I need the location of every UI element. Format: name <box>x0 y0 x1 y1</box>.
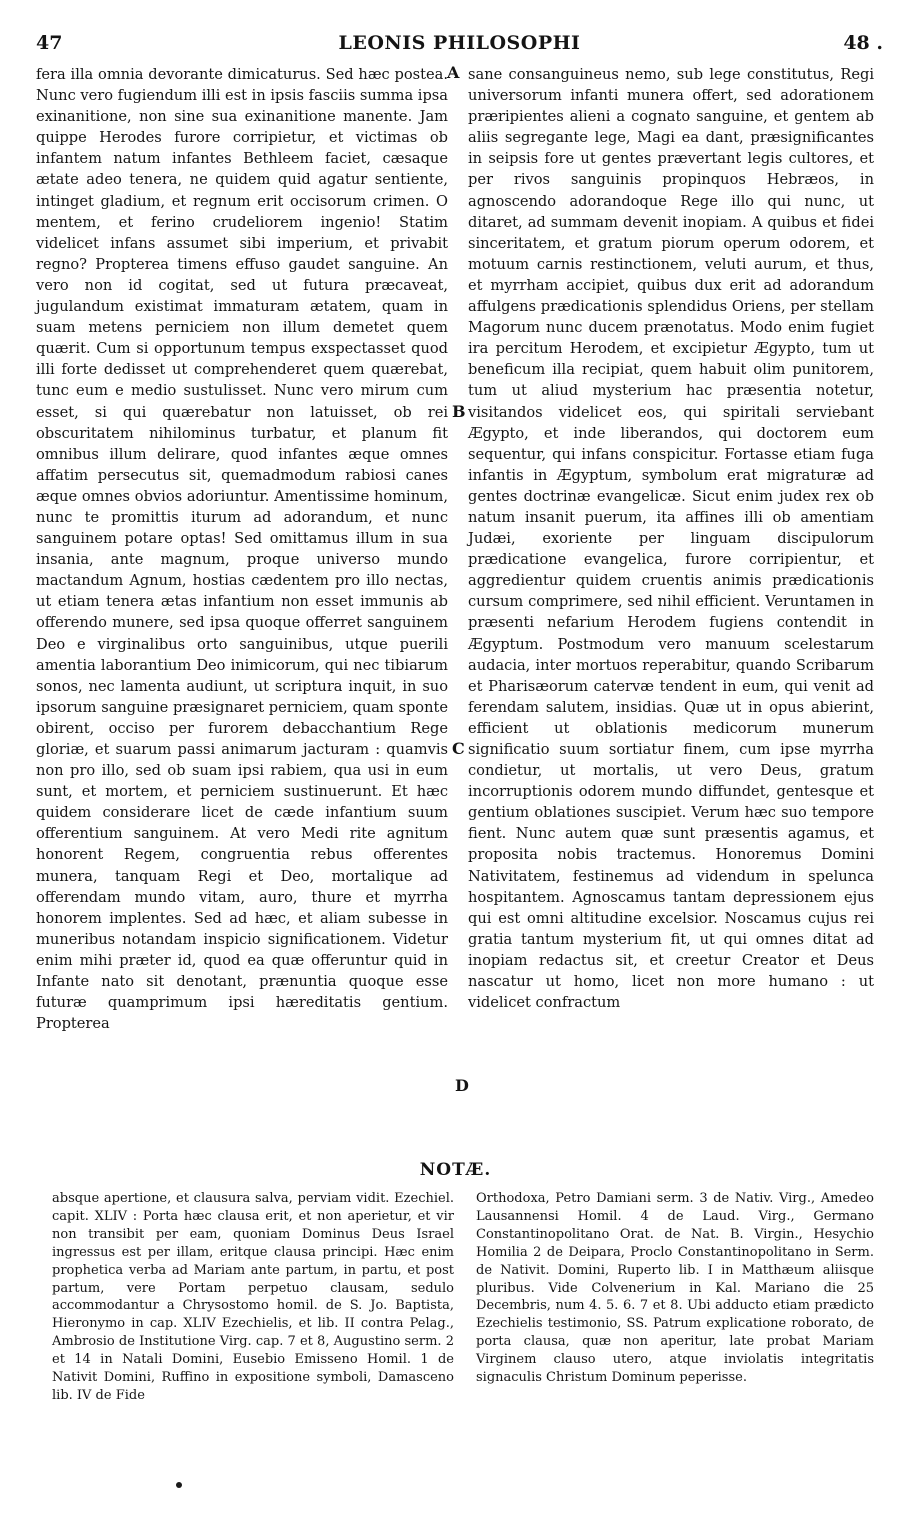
running-title: LEONIS PHILOSOPHI <box>338 32 581 54</box>
notes-title: NOTÆ. <box>419 1160 492 1180</box>
page-number-left: 47 <box>36 32 63 54</box>
margin-marker-b: B <box>452 402 466 421</box>
margin-marker-c: C <box>452 739 465 758</box>
page-number-right: 48 . <box>843 32 883 54</box>
margin-marker-a: A <box>447 63 460 82</box>
notes-left-column <box>52 1190 454 1405</box>
body-right-column <box>468 64 874 1013</box>
margin-marker-d: D <box>455 1076 469 1095</box>
notes-right-column <box>476 1190 874 1387</box>
body-right-text: sane consanguineus nemo, sub lege constitutus, Regi universorum infanti munera offert, sed adorationem præripientes alieni a cognato sanguine, et gentem ab aliis segregante lege, Magi ea dant, præsignificantes in seipsis fore ut gentes prævertant legis cultores, et per rivos sanguinis propinquos Hebræos, in agnoscendo adorandoque Rege illo qui nunc, ut ditaret, ad summam devenit inopiam. A quibus et fidei sinceritatem, et gratum piorum operum odorem, et motuum carnis restinctionem, veluti aurum, et thus, et myrrham accipiet, quibus dux erit ad adorandum affulgens prædicationis splendidus Oriens, per stellam Magorum nunc ducem prænotatus. Modo enim fugiet ira percitum Herodem, et excipietur Ægypto, tum ut beneficum illa recipiat, quem habuit olim punitorem, tum ut aliud mysterium hac præsentia notetur, visitandos videlicet eos, qui spiritali serviebant Ægypto, et inde liberandos, qui doctorem eum sequentur, qui infans conspicitur. Fortasse etiam fuga infantis in Ægyptum, symbolum erat migraturæ ad gentes doctrinæ evangelicæ. Sicut enim judex rex ob natum insanit puerum, ita affines illi ob amentiam Judæi, exoriente per linguam discipulorum prædicatione evangelica, furore corripientur, et aggredientur quidem cruentis animis prædicationis cursum comprimere, sed nihil efficient. Veruntamen in præsenti nefarium Herodem fugiens contendit in Ægyptum. Postmodum vero manuum scelestarum audacia, inter mortuos reperabitur, quando Scribarum et Pharisæorum catervæ tendent in eum, qui venit ad ferendam salutem, insidias. Quæ ut in opus abierint, efficient ut oblationis medicorum munerum significatio suum sortiatur finem, cum ipse myrrha condietur, ut mortalis, ut vero Deus, gratum incorruptionis odorem mundo diffundet, gentesque et gentium oblationes suscipiet. Verum hæc suo tempore fient. Nunc autem quæ sunt præsentis agamus, et proposita nobis tractemus. Honoremus Domini Nativitatem, festinemus ad videndum in spelunca hospitantem. Agnoscamus tantam depressionem ejus qui est omni altitudine excelsior. Noscamus cujus rei gratia tantum mysterium fit, ut qui omnes ditat ad inopiam redactus sit, et creetur Creator et Deus nascatur ut homo, licet non more humano : ut videlicet confractum <box>468 66 874 1012</box>
body-left-column <box>36 64 448 1034</box>
page-header <box>36 32 883 62</box>
notes-right-text: Orthodoxa, Petro Damiani serm. 3 de Nativ. Virg., Amedeo Lausannensi Homil. 4 de Laud. Virg., Germano Constantinopolitano Orat. de Nat. B. Virgin., Hesychio Homilia 2 de Deipara, Proclo Constantinopolitano in Serm. de Nativit. Domini, Ruperto lib. I in Matthæum aliisque pluribus. Vide Colvenerium in Kal. Mariano die 25 Decembris, num 4. 5. 6. 7 et 8. Ubi adducto etiam prædicto Ezechielis testimonio, SS. Patrum explicatione roborato, de porta clausa, quæ non aperitur, late probat Mariam Virginem clauso utero, atque inviolatis integritatis signaculis Christum Dominum peperisse. <box>476 1191 874 1386</box>
body-left-text: fera illa omnia devorante dimicaturus. Sed hæc postea. Nunc vero fugiendum illi est in ipsis fasciis summa ipsa exinanitione, non sine sua exinanitione manente. Jam quippe Herodes furore corripietur, et victimas ob infantem natum infantes Bethleem faciet, cæsaque ætate adeo tenera, ne quidem quid agatur sentiente, intinget gladium, et regnum erit occisorum crimen. O mentem, et ferino crudeliorem ingenio! Statim videlicet infans assumet sibi imperium, et privabit regno? Propterea timens effuso gaudet sanguine. An vero non id cogitat, sed ut futura præcaveat, jugulandum existimat immaturam ætatem, quam in suam metens perniciem non illum demetet quem quærit. Cum si opportunum tempus exspectasset quod illi forte dedisset ut comprehenderet quem quærebat, tunc eum e medio sustulisset. Nunc vero mirum cum esset, si qui quærebatur non latuisset, ob rei obscuritatem nihilominus turbatur, et planum fit omnibus illum delirare, quod infantes æque omnes affatim persecutus sit, quemadmodum rabiosi canes æque omnes obvios adoriuntur. Amentissime hominum, nunc te promittis iturum ad adorandum, et nunc sanguinem potare optas! Sed omittamus illum in sua insania, ante magnum, proque universo mundo mactandum Agnum, hostias cædentem pro illo nectas, ut etiam tenera ætas infantium non esset immunis ab offerendo munere, sed ipsa quoque offerret sanguinem Deo e virginalibus orto sanguinibus, utque puerili amentia laborantium Deo inimicorum, qui nec tibiarum sonos, nec lamenta audiunt, ut scriptura inquit, in suo ipsorum sanguine præsignaret perniciem, quam sponte obirent, occiso per furorem debacchantium Rege gloriæ, et suarum passi animarum jacturam : quamvis non pro illo, sed ob suam ipsi rabiem, qua usi in eum sunt, et mortem, et perniciem sustinuerunt. Et hæc quidem considerare licet de cæde infantium suum offerentium sanguinem. At vero Medi rite agnitum honorent Regem, congruentia rebus offerentes munera, tanquam Regi et Deo, mortalique ad offerendam mundo vitam, auro, thure et myrrha honorem implentes. Sed ad hæc, et aliam subesse in muneribus notandam inspicio significationem. Videtur enim mihi præter id, quod ea quæ offeruntur quid in Infante nato sit denotant, prænuntia quoque esse futuræ quamprimum ipsi hæreditatis gentium. Propterea <box>36 66 448 1033</box>
notes-left-text: absque apertione, et clausura salva, perviam vidit. Ezechiel. capit. XLIV : Porta hæc clausa erit, et non aperietur, et vir non transibit per eam, quoniam Dominus Deus Israel ingressus est per illam, eritque clausa principi. Hæc enim prophetica verba ad Mariam ante partum, in partu, et post partum, vere Portam perpetuo clausam, sedulo accommodantur a Chrysostomo homil. de S. Jo. Baptista, Hieronymo in cap. XLIV Ezechielis, et lib. II contra Pelag., Ambrosio de Institutione Virg. cap. 7 et 8, Augustino serm. 2 et 14 in Natali Domini, Eusebio Emisseno Homil. 1 de Nativit Domini, Ruffino in expositione symboli, Damasceno lib. IV de Fide <box>52 1191 454 1403</box>
ink-speck <box>176 1482 182 1488</box>
